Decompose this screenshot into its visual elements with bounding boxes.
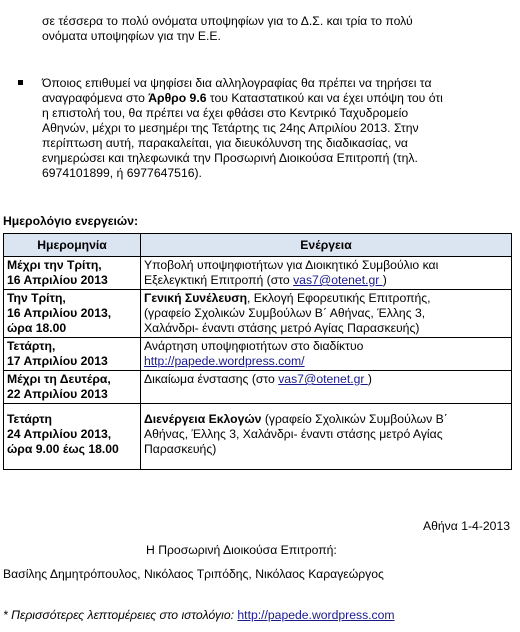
footnote-text: * Περισσότερες λεπτομέρειες στο ιστολόγιο: bbox=[3, 608, 238, 622]
postal-line-6: ενημερώσει και τηλεφωνικά την Προσωρινή Διοικούσα Επιτροπή (τηλ. bbox=[42, 151, 418, 165]
blog-link[interactable]: http://papede.wordpress.com/ bbox=[144, 354, 305, 368]
action-line bbox=[144, 412, 508, 427]
intro-line-2: ονόματα υποψηφίων για την Ε.Ε. bbox=[42, 29, 221, 43]
date-line: 22 Απριλίου 2013 bbox=[7, 387, 108, 401]
table-row bbox=[4, 404, 512, 470]
action-text: Δικαίωμα ένστασης (στο bbox=[144, 372, 279, 386]
signature-title: Η Προσωρινή Διοικούσα Επιτροπή: bbox=[146, 543, 337, 557]
intro-paragraph bbox=[42, 14, 413, 44]
row-action bbox=[141, 371, 512, 404]
signature-names: Βασίλης Δημητρόπουλος, Νικόλαος Τριπόδης, Νικόλαος Καραγεώργος bbox=[3, 567, 384, 581]
action-text: ) bbox=[367, 372, 372, 386]
calendar-table bbox=[3, 233, 512, 470]
action-line bbox=[144, 372, 508, 387]
intro-line-1: σε τέσσερα το πολύ ονόματα υποψηφίων για το Δ.Σ. και τρία το πολύ bbox=[42, 14, 413, 28]
table-row bbox=[4, 338, 512, 371]
action-line bbox=[144, 354, 508, 369]
row-date bbox=[4, 290, 141, 338]
postal-line-5: περίπτωση αυτή, παρακαλείται, για διευκόλυνση της διαδικασίας, να bbox=[42, 136, 408, 150]
row-date bbox=[4, 371, 141, 404]
article-ref: Άρθρο 9.6 bbox=[148, 91, 207, 105]
date-line: 17 Απριλίου 2013 bbox=[7, 354, 108, 368]
row-action bbox=[141, 290, 512, 338]
row-date bbox=[4, 257, 141, 290]
action-line: Παρασκευής) bbox=[144, 442, 217, 456]
email-link[interactable]: vas7@otenet.gr bbox=[278, 372, 368, 386]
action-text: Εξελεγκτική Επιτροπή (στο bbox=[144, 273, 294, 287]
col-header-date: Ημερομηνία bbox=[4, 234, 141, 257]
action-bold-text: Διενέργεια Εκλογών bbox=[144, 412, 262, 426]
row-action bbox=[141, 404, 512, 470]
date-line: Τετάρτη, bbox=[7, 339, 56, 353]
date-line: 16 Απριλίου 2013, bbox=[7, 306, 112, 320]
bullet-icon bbox=[18, 80, 23, 85]
postal-line-1: Όποιος επιθυμεί να ψηφίσει δια αλληλογραφίας θα πρέπει να τηρήσει τα bbox=[42, 76, 432, 90]
row-action bbox=[141, 257, 512, 290]
date-line: ώρα 9.00 έως 18.00 bbox=[7, 442, 119, 456]
footnote-link[interactable]: http://papede.wordpress.com bbox=[237, 608, 395, 622]
calendar-heading: Ημερολόγιο ενεργειών: bbox=[3, 214, 139, 228]
action-bold-text: Γενική Συνέλευση bbox=[144, 291, 248, 305]
email-link[interactable]: vas7@otenet.gr bbox=[293, 273, 383, 287]
date-line: Μέχρι την Τρίτη, bbox=[7, 258, 102, 272]
postal-line-2-b: του Καταστατικού και να έχει υπόψη του ότι bbox=[206, 91, 443, 105]
date-place: Αθήνα 1-4-2013 bbox=[423, 519, 510, 533]
footnote bbox=[3, 608, 395, 622]
date-line: ώρα 18.00 bbox=[7, 321, 67, 335]
action-line: Χαλάνδρι- έναντι στάσης μετρό Αγίας Παρασκευής) bbox=[144, 321, 420, 335]
table-header-row bbox=[4, 234, 512, 257]
action-line: Υποβολή υποψηφιοτήτων για Διοικητικό Συμβούλιο και bbox=[144, 258, 439, 272]
action-line: Αθήνας, Έλλης 3, Χαλάνδρι- έναντι στάσης μετρό Αγίας bbox=[144, 427, 443, 441]
action-line bbox=[144, 291, 508, 306]
postal-line-2 bbox=[42, 91, 443, 106]
date-line: Τετάρτη bbox=[7, 412, 52, 426]
postal-vote-paragraph bbox=[42, 76, 443, 181]
row-date bbox=[4, 404, 141, 470]
postal-line-3: η επιστολή του, θα πρέπει να έχει φθάσει στο Κεντρικό Ταχυδρομείο bbox=[42, 106, 409, 120]
row-date bbox=[4, 338, 141, 371]
action-text: , Εκλογή Εφορευτικής Επιτροπής, bbox=[247, 291, 431, 305]
action-line: (γραφείο Σχολικών Συμβούλων Β΄ Αθήνας, Έλλης 3, bbox=[144, 306, 426, 320]
postal-line-2-a: αναγραφόμενα στο bbox=[42, 91, 149, 105]
row-action bbox=[141, 338, 512, 371]
postal-line-4: Αθηνών, μέχρι το μεσημέρι της Τετάρτης τις 24ης Απριλίου 2013. Στην bbox=[42, 121, 419, 135]
action-text: ) bbox=[382, 273, 387, 287]
table-row bbox=[4, 371, 512, 404]
action-text: (γραφείο Σχολικών Συμβούλων Β΄ bbox=[261, 412, 448, 426]
col-header-action: Ενέργεια bbox=[141, 234, 512, 257]
date-line: Την Τρίτη, bbox=[7, 291, 66, 305]
action-line: Ανάρτηση υποψηφιοτήτων στο διαδίκτυο bbox=[144, 339, 364, 353]
table-row bbox=[4, 257, 512, 290]
action-line bbox=[144, 273, 508, 288]
date-line: 24 Απριλίου 2013, bbox=[7, 427, 112, 441]
date-line: 16 Απριλίου 2013 bbox=[7, 273, 108, 287]
table-row bbox=[4, 290, 512, 338]
date-line: Μέχρι τη Δευτέρα, bbox=[7, 372, 111, 386]
postal-line-7: 6974101899, ή 6977647516). bbox=[42, 166, 202, 180]
